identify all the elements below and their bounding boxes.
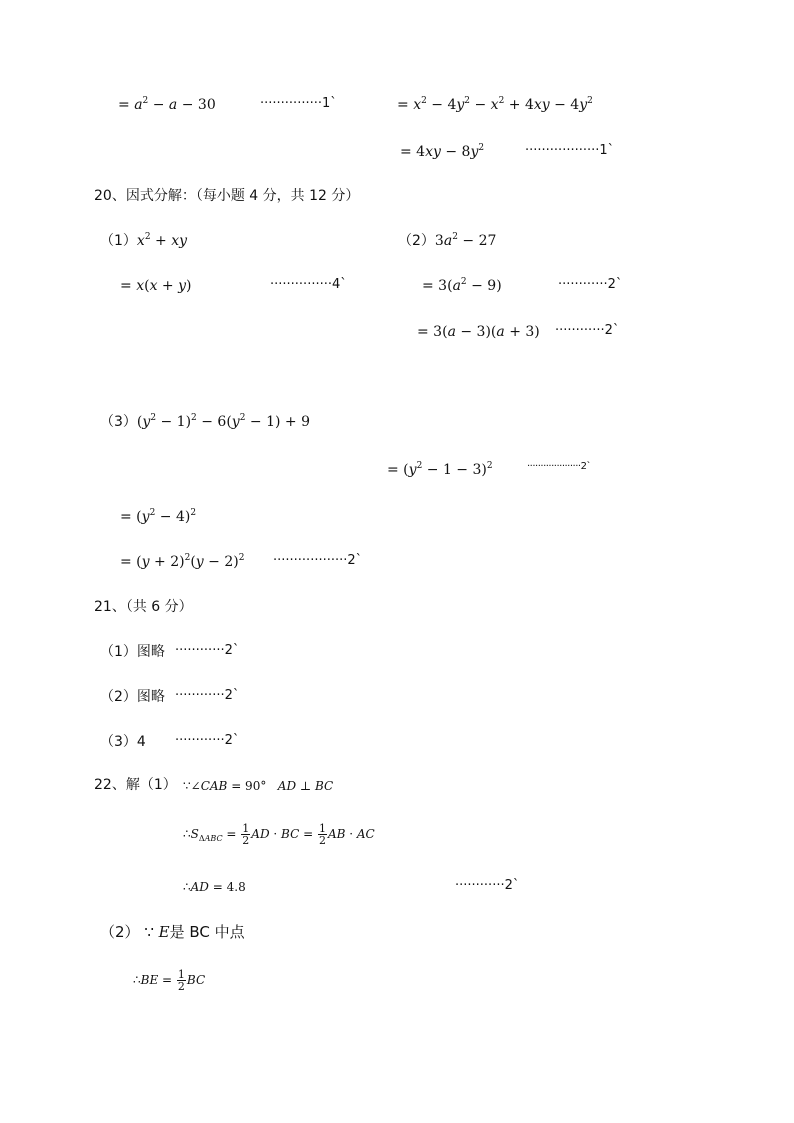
q21-3-label: （3）4 bbox=[100, 734, 146, 750]
q20-3-step-1: = $(y^2 - 1 - 3)^2$ bbox=[387, 461, 493, 478]
q22-1-line-3-score: ············2` bbox=[455, 878, 520, 893]
q20-3-problem: $(3)(y^2 - 1)^2 - 6(y^2 - 1) + 9$ bbox=[100, 413, 310, 430]
q20-2-problem: $(2)3a^2 - 27$ bbox=[398, 232, 497, 249]
q20-3-label: （3） bbox=[100, 414, 137, 430]
q20-3-step-1-score: ····················2` bbox=[527, 461, 591, 472]
q20-3-step-3: = $(y + 2)^2(y - 2)^2$ bbox=[120, 553, 245, 570]
q22-title: 22、解（1） bbox=[94, 777, 177, 793]
q21-2-label: （2）图略 bbox=[100, 689, 165, 705]
q22-2-line-1: （2） ∵ E是 BC 中点 bbox=[100, 923, 245, 941]
fraction-half-3: $\frac{1}{2}$ bbox=[177, 968, 185, 993]
q20-3-step-2: = $(y^2 - 4)^2$ bbox=[120, 508, 197, 525]
q21-3-score: ············2` bbox=[175, 733, 240, 748]
q20-2-step-2: = 3(a − 3)(a + 3) bbox=[417, 324, 540, 340]
fraction-half-1: $\frac{1}{2}$ bbox=[242, 822, 250, 847]
q20-2-step-2-score: ············2` bbox=[555, 323, 620, 338]
q22-2-label: （2） bbox=[100, 923, 140, 941]
q22-1-line-2: $\therefore S_{\Delta ABC}$ = $\frac{1}{2}$ AD · BC = $\frac{1}{2}$ AB · AC bbox=[183, 822, 375, 847]
q19-left-score: ···············1` bbox=[260, 96, 337, 111]
q19-left-expression: = $a^2 - a - 30$ bbox=[118, 96, 216, 113]
q21-title: 21、（共 6 分） bbox=[94, 599, 193, 615]
q20-1-score: ···············4` bbox=[270, 277, 347, 292]
q20-3-step-3-score: ··················2` bbox=[273, 553, 363, 568]
q19-right-step-2: = $4xy - 8y^2$ bbox=[400, 143, 485, 160]
q21-1-score: ············2` bbox=[175, 643, 240, 658]
q20-2-step-1: = $3(a^2 - 9)$ bbox=[422, 277, 502, 294]
q19-right-step-1: = $x^2 - 4y^2 - x^2 + 4xy - 4y^2$ bbox=[397, 96, 593, 113]
q20-1-problem: $(1)x^2$ + xy bbox=[100, 232, 188, 249]
q22-1-line-3: ∴AD = 4.8 bbox=[183, 880, 246, 894]
q20-1-label: （1） bbox=[100, 233, 137, 249]
fraction-half-2: $\frac{1}{2}$ bbox=[318, 822, 326, 847]
q20-1-step: = x(x + y) bbox=[120, 278, 192, 294]
q20-2-label: （2） bbox=[398, 233, 435, 249]
q20-title: 20、因式分解：（每小题 4 分，共 12 分） bbox=[94, 188, 360, 204]
q22-2-line-2: ∴BE = $\frac{1}{2}$ BC bbox=[133, 968, 206, 993]
q20-2-step-1-score: ············2` bbox=[558, 277, 623, 292]
q21-2-score: ············2` bbox=[175, 688, 240, 703]
q19-right-score: ··················1` bbox=[525, 143, 615, 158]
q21-1-label: （1）图略 bbox=[100, 644, 165, 660]
q22-1-line-1: ∵∠CAB = 90° AD ⊥ BC bbox=[183, 779, 334, 793]
